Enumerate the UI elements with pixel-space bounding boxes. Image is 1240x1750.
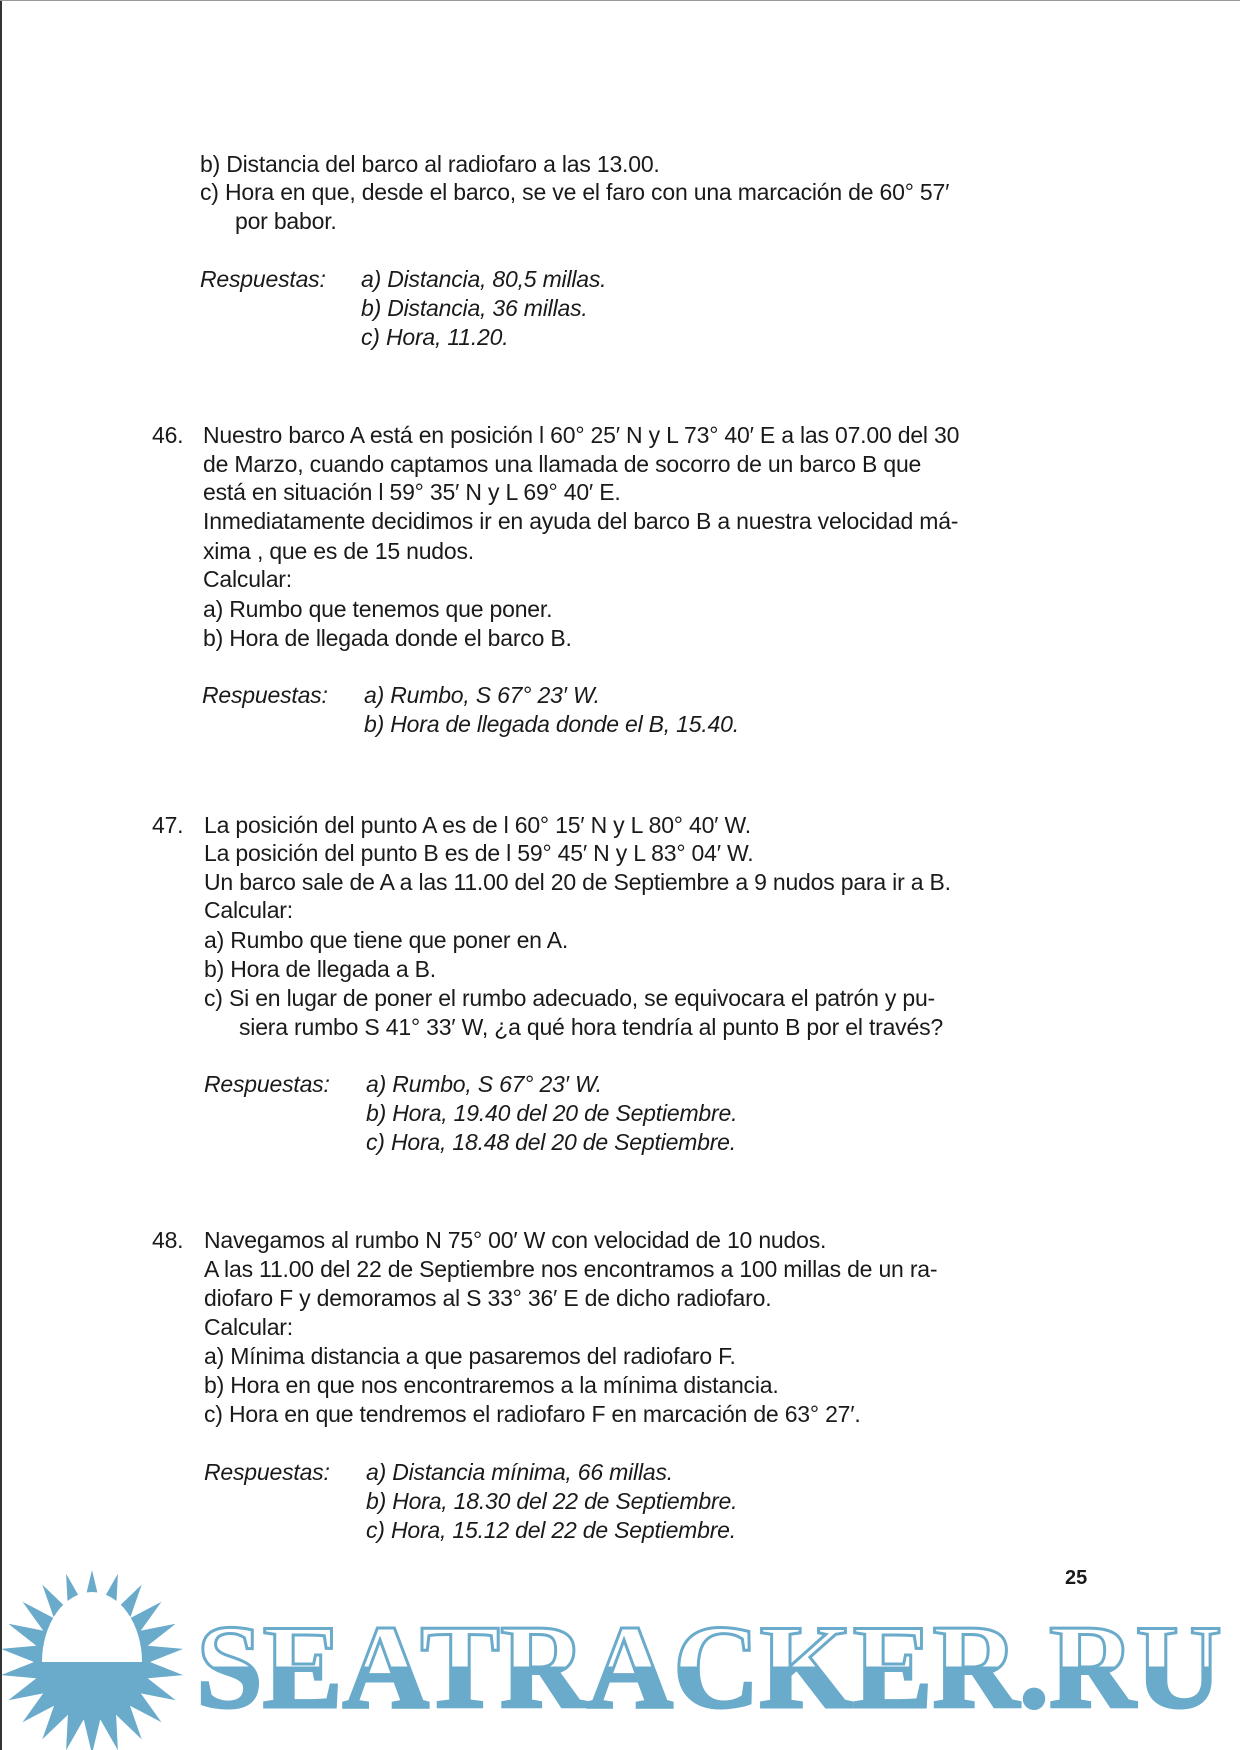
problem-line: Navegamos al rumbo N 75° 00′ W con velocidad de 10 nudos. xyxy=(204,1227,827,1253)
problem-line: La posición del punto A es de l 60° 15′ N y L 80° 40′ W. xyxy=(204,812,751,838)
problem-line: A las 11.00 del 22 de Septiembre nos encontramos a 100 millas de un ra- xyxy=(204,1256,938,1282)
watermark-text: SEATRACKER.RU xyxy=(196,1600,1222,1733)
problem-line: a) Rumbo que tiene que poner en A. xyxy=(204,927,569,953)
problem-number: 47. xyxy=(152,812,184,838)
problem-line: está en situación l 59° 35′ N y L 69° 40′ E. xyxy=(203,479,621,505)
problem-line: diofaro F y demoramos al S 33° 36′ E de dicho radiofaro. xyxy=(204,1285,772,1311)
page-edge-top xyxy=(0,0,1240,1)
answer: a) Distancia, 80,5 millas. xyxy=(361,266,607,292)
page-edge xyxy=(0,0,2,1750)
answer: b) Hora de llegada donde el B, 15.40. xyxy=(364,711,739,737)
page-number: 25 xyxy=(1065,1567,1088,1589)
problem-number: 46. xyxy=(152,422,184,448)
answers-label: Respuestas: xyxy=(204,1459,330,1485)
item-b: b) Distancia del barco al radiofaro a las 13.00. xyxy=(200,151,660,177)
problem-line: siera rumbo S 41° 33′ W, ¿a qué hora tendría al punto B por el través? xyxy=(239,1014,943,1040)
answer: b) Hora, 19.40 del 20 de Septiembre. xyxy=(366,1100,738,1126)
problem-line: Calcular: xyxy=(204,1314,293,1340)
answer: c) Hora, 11.20. xyxy=(361,324,509,350)
problem-line: Un barco sale de A a las 11.00 del 20 de Septiembre a 9 nudos para ir a B. xyxy=(204,869,951,895)
answer: b) Hora, 18.30 del 22 de Septiembre. xyxy=(366,1488,738,1514)
problem-line: Inmediatamente decidimos ir en ayuda del barco B a nuestra velocidad má- xyxy=(203,508,959,534)
item-c-cont: por babor. xyxy=(235,208,337,234)
answers-label: Respuestas: xyxy=(200,266,326,292)
problem-line: Calcular: xyxy=(204,897,293,923)
problem-line: Calcular: xyxy=(203,566,292,592)
problem-line: de Marzo, cuando captamos una llamada de socorro de un barco B que xyxy=(203,451,922,477)
answer: a) Rumbo, S 67° 23′ W. xyxy=(366,1071,602,1097)
problem-line: a) Rumbo que tenemos que poner. xyxy=(203,596,553,622)
answer: b) Distancia, 36 millas. xyxy=(361,295,588,321)
answers-label: Respuestas: xyxy=(202,682,328,708)
answer: c) Hora, 15.12 del 22 de Septiembre. xyxy=(366,1517,736,1543)
problem-number: 48. xyxy=(152,1227,184,1253)
problem-line: a) Mínima distancia a que pasaremos del radiofaro F. xyxy=(204,1343,736,1369)
sun-icon xyxy=(1,1570,183,1750)
item-c: c) Hora en que, desde el barco, se ve el faro con una marcación de 60° 57′ xyxy=(200,179,950,205)
answer: c) Hora, 18.48 del 20 de Septiembre. xyxy=(366,1129,736,1155)
problem-line: c) Hora en que tendremos el radiofaro F en marcación de 63° 27′. xyxy=(204,1401,861,1427)
seatracker-watermark-logo xyxy=(0,1565,1240,1750)
problem-line: b) Hora de llegada a B. xyxy=(204,956,436,982)
problem-line: xima , que es de 15 nudos. xyxy=(203,538,474,564)
problem-line: b) Hora en que nos encontraremos a la mínima distancia. xyxy=(204,1372,779,1398)
answers-label: Respuestas: xyxy=(204,1071,330,1097)
answer: a) Distancia mínima, 66 millas. xyxy=(366,1459,673,1485)
problem-line: La posición del punto B es de l 59° 45′ N y L 83° 04′ W. xyxy=(204,840,754,866)
problem-line: Nuestro barco A está en posición l 60° 25′ N y L 73° 40′ E a las 07.00 del 30 xyxy=(203,422,960,448)
answer: a) Rumbo, S 67° 23′ W. xyxy=(364,682,600,708)
problem-line: c) Si en lugar de poner el rumbo adecuado, se equivocara el patrón y pu- xyxy=(204,985,936,1011)
problem-line: b) Hora de llegada donde el barco B. xyxy=(203,625,572,651)
